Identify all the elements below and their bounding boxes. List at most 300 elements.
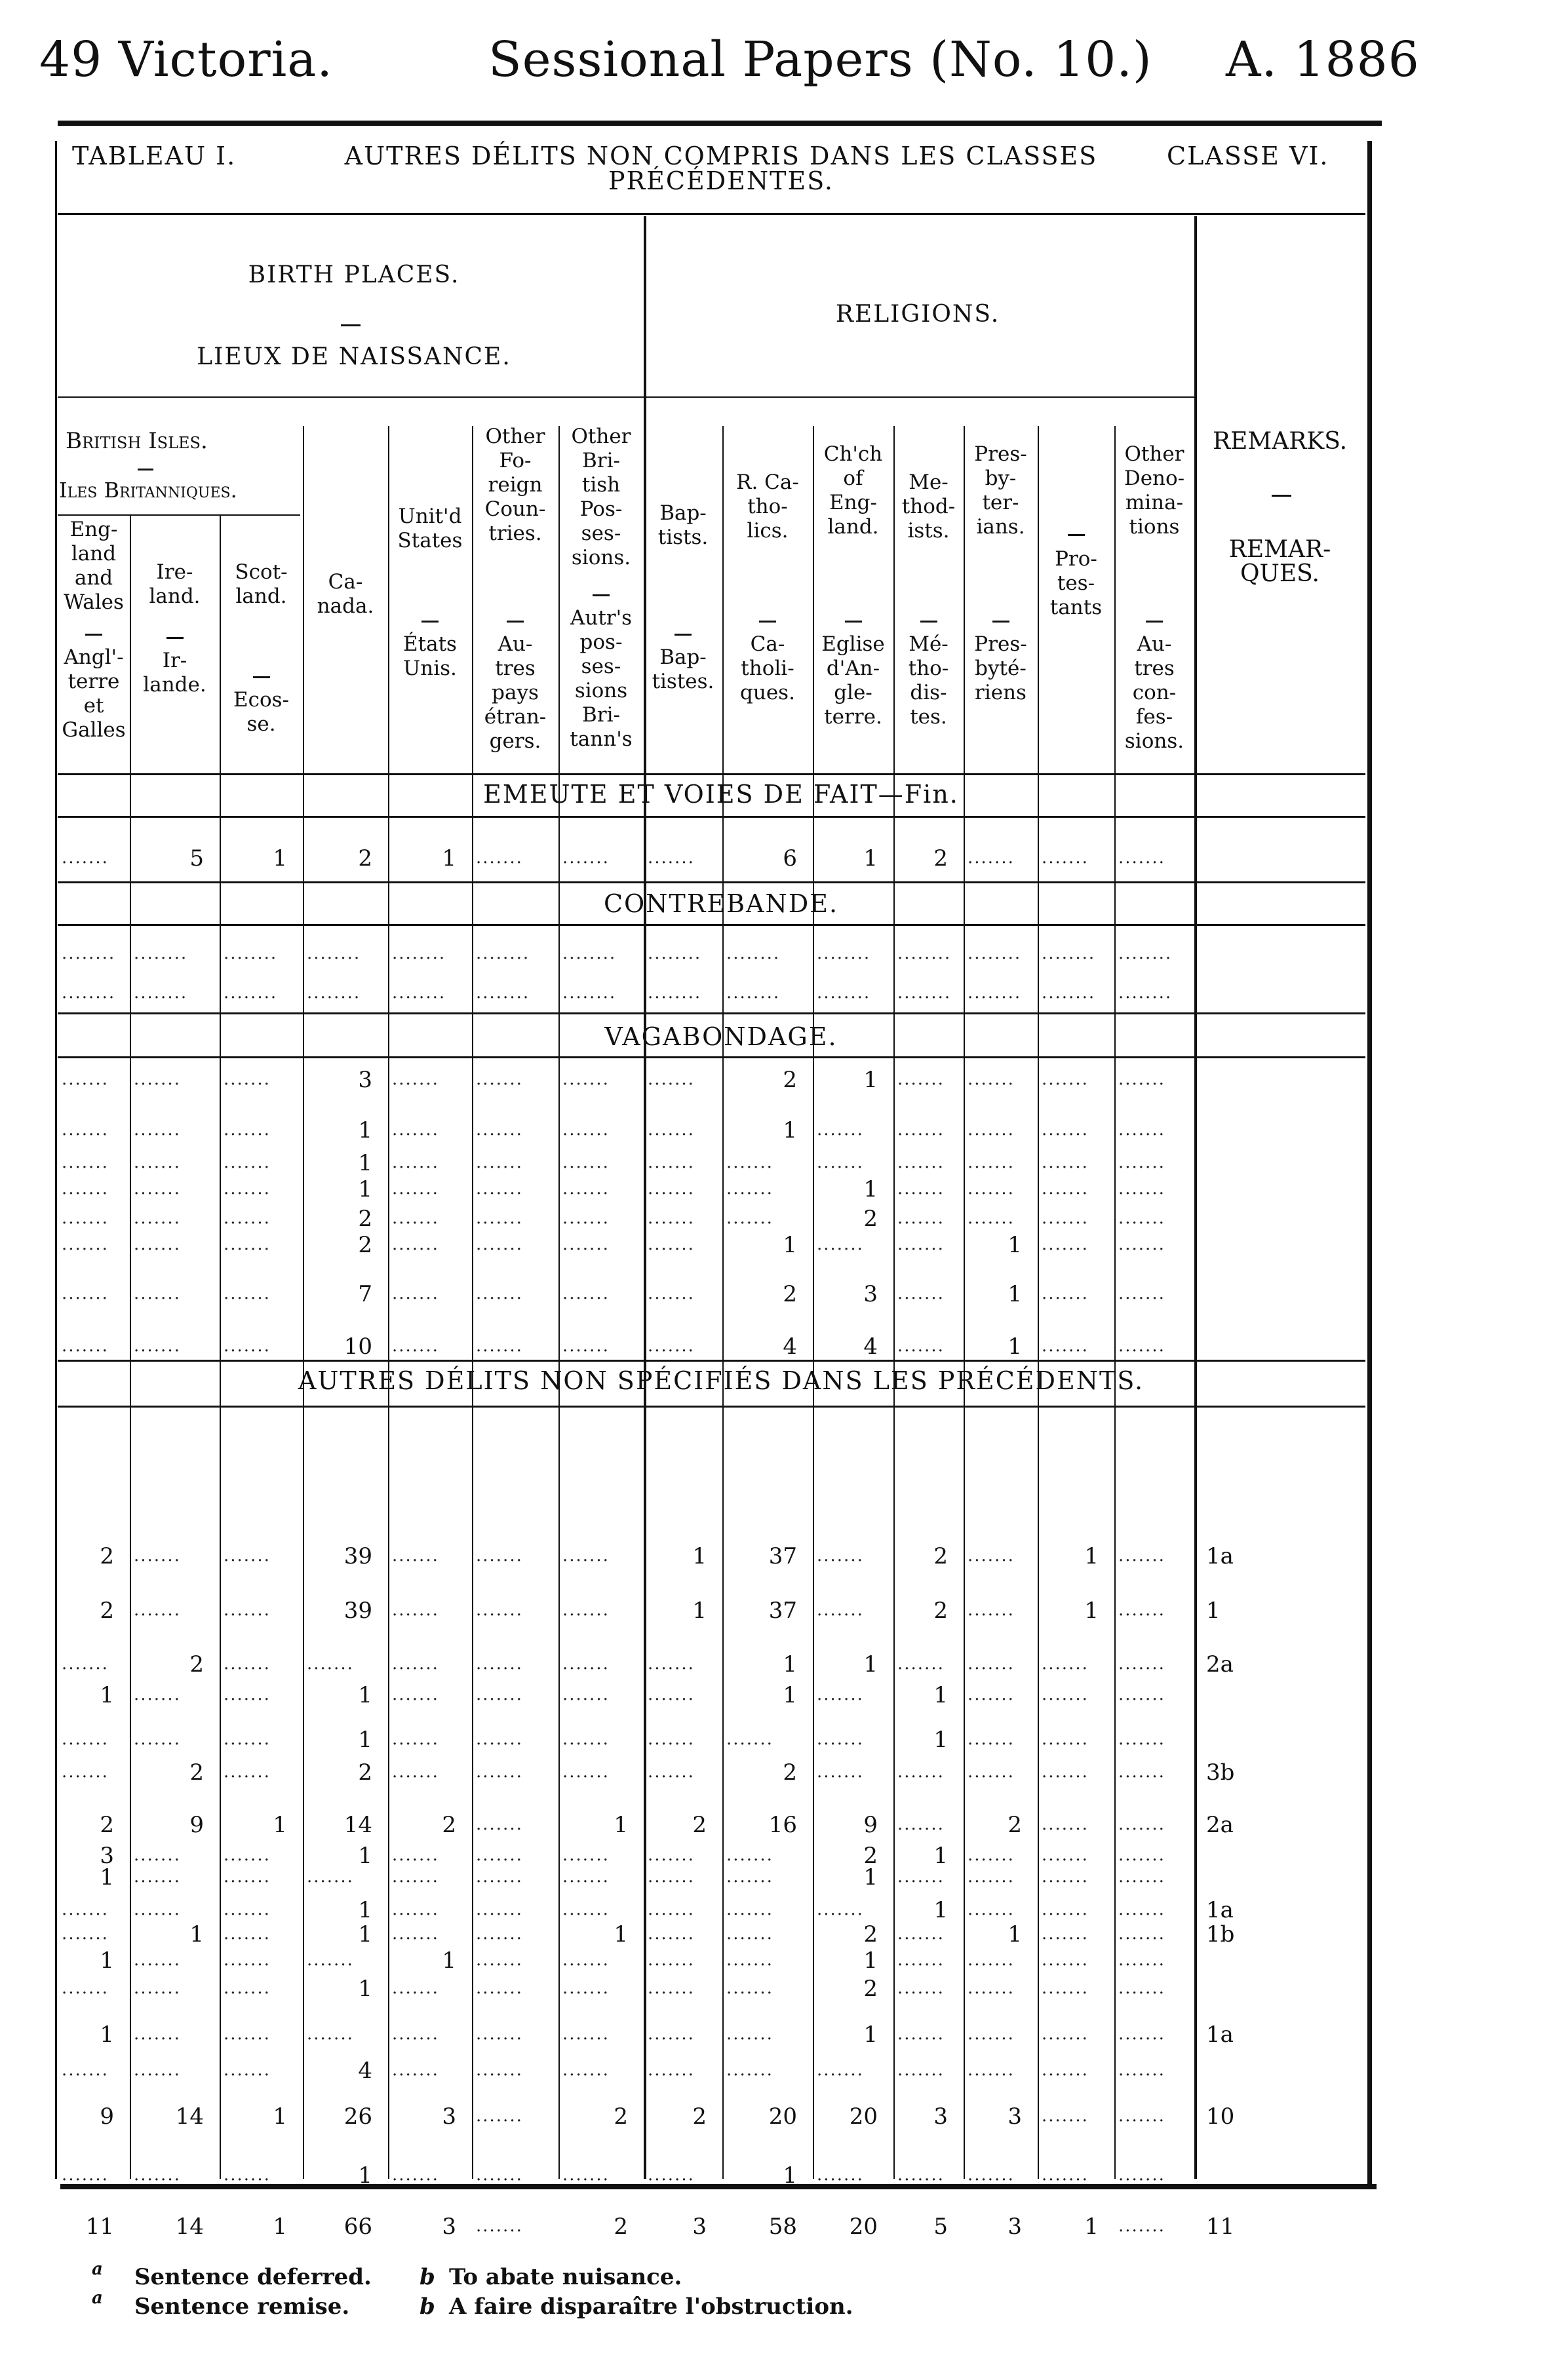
empty-cell-leader: ....... [562,2165,610,2185]
table-cell: 1 [358,1976,372,2002]
empty-cell-leader: ........ [648,983,702,1003]
header-dash [253,676,270,678]
empty-cell-leader: ....... [134,1153,181,1172]
column-header-fr: Au- tres pays étran- gers. [484,632,547,753]
table-cell: 20 [849,2214,878,2240]
column-header-en: Ch'ch of Eng- land. [823,442,883,539]
table-cell: 3 [1007,2103,1022,2130]
empty-cell-leader: ....... [562,1284,610,1303]
empty-cell-leader: ....... [1118,2165,1165,2185]
empty-cell-leader: ....... [968,1153,1015,1172]
empty-cell-leader: ....... [726,1845,773,1865]
empty-cell-leader: ....... [62,1179,109,1199]
empty-cell-leader: ....... [224,1153,271,1172]
table-number: TABLEAU I. [72,142,237,170]
empty-cell-leader: ....... [968,1120,1015,1140]
empty-cell-leader: ....... [648,2165,695,2185]
empty-cell-leader: ....... [562,1685,610,1704]
table-cell: 2 [189,1651,204,1678]
lieux-de-naissance-header: LIEUX DE NAISSANCE. [197,343,511,370]
empty-cell-leader: ....... [648,1762,695,1782]
column-header-fr: Eglise d'An- gle- terre. [821,632,885,729]
table-cell: 20 [849,2103,878,2130]
column-rule [644,216,646,2179]
empty-cell-leader: ....... [62,1284,109,1303]
empty-cell-leader: ....... [134,1235,181,1254]
column-rule [388,426,389,2179]
column-header-fr: Bap- tistes. [652,645,714,693]
empty-cell-leader: ....... [897,2024,945,2044]
table-cell: 1 [863,1176,878,1202]
empty-cell-leader: ....... [476,1284,523,1303]
empty-cell-leader: ....... [1042,1978,1089,1998]
column-header-en: Ca- nada. [317,570,374,618]
table-cell: 2 [692,1812,707,1838]
table-cell: 2 [100,1598,114,1624]
table-cell: 2 [783,1067,797,1093]
table-cell: 1 [358,1921,372,1948]
empty-cell-leader: ....... [1042,1235,1089,1254]
empty-cell-leader: ........ [392,983,446,1003]
table-cell: 1b [1206,1921,1235,1948]
table-title-line1: AUTRES DÉLITS NON COMPRIS DANS LES CLASSES [344,142,1098,170]
empty-cell-leader: ....... [62,1729,109,1749]
empty-cell-leader: ....... [897,1153,945,1172]
empty-cell-leader: ....... [968,1546,1015,1565]
empty-cell-leader: ........ [897,944,952,963]
empty-cell-leader: ....... [897,1654,945,1674]
empty-cell-leader: ....... [224,1600,271,1620]
empty-cell-leader: ....... [1118,1546,1165,1565]
column-header-en: Pro- tes- tants [1049,547,1103,619]
empty-cell-leader: ....... [476,1654,523,1674]
empty-cell-leader: ....... [1118,1069,1165,1089]
group-rule [58,396,1195,398]
empty-cell-leader: ....... [134,1336,181,1356]
empty-cell-leader: ....... [1042,1729,1089,1749]
empty-cell-leader: ....... [224,1546,271,1565]
empty-cell-leader: ....... [817,1762,864,1782]
table-cell: 1 [692,1598,707,1624]
empty-cell-leader: ....... [476,1546,523,1565]
header-dash [992,621,1009,623]
column-header-fr: Autr's pos- ses- sions Bri- tann's [570,606,633,751]
empty-cell-leader: ....... [968,1950,1015,1970]
table-cell: 3 [1007,2214,1022,2240]
empty-cell-leader: ........ [224,983,278,1003]
empty-cell-leader: ....... [817,2165,864,2185]
table-cell: 1 [863,1651,878,1678]
empty-cell-leader: ........ [307,983,361,1003]
empty-cell-leader: ........ [476,944,530,963]
section-rule [58,1012,1365,1014]
footnote-a-fr: Sentence remise. [134,2294,350,2320]
section-rule [58,1056,1365,1058]
empty-cell-leader: ....... [726,1208,773,1228]
empty-cell-leader: ....... [392,2024,439,2044]
footnote-b-mark: b [420,2264,435,2290]
empty-cell-leader: ....... [562,1336,610,1356]
section-rule [58,1406,1365,1408]
table-cell: 1 [1084,2214,1099,2240]
empty-cell-leader: ........ [476,983,530,1003]
header-dash [1272,495,1291,497]
empty-cell-leader: ....... [1118,1978,1165,1998]
table-cell: 1 [863,2022,878,2048]
empty-cell-leader: ....... [1042,848,1089,868]
column-header-en: Me- thod- ists. [901,470,956,543]
empty-cell-leader: ....... [648,2060,695,2080]
empty-cell-leader: ....... [726,1978,773,1998]
empty-cell-leader: ....... [897,1924,945,1944]
empty-cell-leader: ....... [1118,1900,1165,1919]
empty-cell-leader: ....... [1042,2060,1089,2080]
empty-cell-leader: ....... [968,1069,1015,1089]
empty-cell-leader: ....... [968,1208,1015,1228]
column-header-en: Ire- land. [149,560,201,608]
empty-cell-leader: ....... [392,1867,439,1887]
empty-cell-leader: ....... [648,1336,695,1356]
empty-cell-leader: ....... [1118,1153,1165,1172]
empty-cell-leader: ....... [224,2060,271,2080]
empty-cell-leader: ....... [897,1179,945,1199]
empty-cell-leader: ....... [1118,1208,1165,1228]
empty-cell-leader: ....... [392,1654,439,1674]
table-cell: 26 [343,2103,372,2130]
table-cell: 1 [933,1843,948,1869]
table-cell: 11 [85,2214,114,2240]
header-dash [341,324,361,326]
empty-cell-leader: ....... [817,2060,864,2080]
header-dash [166,637,184,639]
empty-cell-leader: ....... [392,1284,439,1303]
empty-cell-leader: ....... [648,1284,695,1303]
empty-cell-leader: ....... [224,1069,271,1089]
column-header-en: R. Ca- tho- lics. [736,470,799,543]
empty-cell-leader: ....... [1042,1867,1089,1887]
empty-cell-leader: ....... [648,1208,695,1228]
empty-cell-leader: ....... [562,1208,610,1228]
empty-cell-leader: ....... [562,1900,610,1919]
empty-cell-leader: ....... [1118,1235,1165,1254]
empty-cell-leader: ....... [476,1729,523,1749]
table-cell: 2 [863,1206,878,1232]
empty-cell-leader: ....... [897,1978,945,1998]
empty-cell-leader: ....... [648,1978,695,1998]
empty-cell-leader: ....... [62,1208,109,1228]
column-header-en: Other Deno- mina- tions [1124,442,1185,539]
empty-cell-leader: ....... [224,1336,271,1356]
table-cell: 1 [933,1682,948,1708]
empty-cell-leader: ........ [726,944,781,963]
table-cell: 2 [863,1976,878,2002]
table-cell: 20 [768,2103,797,2130]
empty-cell-leader: ....... [897,2060,945,2080]
empty-cell-leader: ....... [1118,1179,1165,1199]
empty-cell-leader: ....... [62,1120,109,1140]
section-autres: AUTRES DÉLITS NON SPÉCIFIÉS DANS LES PRÉCÉDENTS. [298,1366,1144,1395]
table-cell: 2 [933,845,948,872]
empty-cell-leader: ........ [562,983,617,1003]
empty-cell-leader: ....... [1118,1867,1165,1887]
empty-cell-leader: ....... [476,1814,523,1834]
table-cell: 1 [783,1682,797,1708]
table-cell: 37 [768,1598,797,1624]
empty-cell-leader: ....... [1118,1120,1165,1140]
empty-cell-leader: ....... [134,1685,181,1704]
empty-cell-leader: ....... [392,2165,439,2185]
table-cell: 1a [1206,1897,1234,1923]
empty-cell-leader: ....... [1042,2165,1089,2185]
empty-cell-leader: ....... [968,2165,1015,2185]
table-title-line2: PRÉCÉDENTES. [608,166,834,195]
column-rule [220,514,221,2179]
footnote-b-en: To abate nuisance. [449,2264,682,2290]
empty-cell-leader: ....... [1042,1179,1089,1199]
table-left-rule [55,141,57,2179]
empty-cell-leader: ....... [476,1924,523,1944]
empty-cell-leader: ........ [224,944,278,963]
table-cell: 1 [273,2214,287,2240]
empty-cell-leader: ....... [897,2165,945,2185]
table-cell: 2 [933,1598,948,1624]
empty-cell-leader: ....... [476,848,523,868]
section-rule [58,1360,1365,1362]
empty-cell-leader: ....... [1118,1336,1165,1356]
empty-cell-leader: ....... [62,1924,109,1944]
section-contrebande: CONTREBANDE. [603,889,839,918]
empty-cell-leader: ....... [224,1208,271,1228]
table-cell: 1 [1084,1598,1099,1624]
table-cell: 4 [783,1334,797,1360]
table-cell: 1 [100,1948,114,1974]
empty-cell-leader: ....... [476,1978,523,1998]
birth-places-header: BIRTH PLACES. [248,261,460,288]
empty-cell-leader: ....... [1118,1654,1165,1674]
empty-cell-leader: ....... [968,1845,1015,1865]
footnote-a-mark: a [92,2288,103,2308]
table-cell: 3 [442,2214,456,2240]
empty-cell-leader: ....... [62,1762,109,1782]
table-cell: 1 [933,1897,948,1923]
column-header-fr: REMAR- QUES. [1228,536,1331,587]
table-cell: 2 [358,1759,372,1786]
empty-cell-leader: ....... [134,1867,181,1887]
empty-cell-leader: ....... [648,1867,695,1887]
empty-cell-leader: ....... [134,1950,181,1970]
empty-cell-leader: ....... [648,1069,695,1089]
header-dash [759,621,776,623]
table-cell: 1 [783,1232,797,1258]
footnote-b-fr: A faire disparaître l'obstruction. [449,2294,853,2320]
empty-cell-leader: ....... [1042,2106,1089,2126]
empty-cell-leader: ....... [392,1924,439,1944]
empty-cell-leader: ....... [897,1208,945,1228]
empty-cell-leader: ....... [726,1153,773,1172]
section-rule [58,924,1365,926]
empty-cell-leader: ....... [62,1153,109,1172]
table-cell: 1 [358,1897,372,1923]
empty-cell-leader: ....... [1118,1600,1165,1620]
empty-cell-leader: ....... [62,1235,109,1254]
table-cell: 1 [358,1843,372,1869]
table-cell: 1 [863,1948,878,1974]
empty-cell-leader: ....... [134,1069,181,1089]
header-dash [920,621,937,623]
empty-cell-leader: ....... [392,1336,439,1356]
empty-cell-leader: ....... [62,1069,109,1089]
empty-cell-leader: ....... [392,1208,439,1228]
table-cell: 1 [358,2162,372,2189]
empty-cell-leader: ....... [1042,2024,1089,2044]
empty-cell-leader: ........ [648,944,702,963]
empty-cell-leader: ....... [968,1600,1015,1620]
empty-cell-leader: ....... [1042,1208,1089,1228]
empty-cell-leader: ....... [726,1867,773,1887]
table-cell: 2 [358,1206,372,1232]
column-header-en: Other Bri- tish Pos- ses- sions. [571,425,631,569]
table-cell: 2 [863,1921,878,1948]
empty-cell-leader: ....... [476,1845,523,1865]
header-dash [421,621,439,623]
empty-cell-leader: ....... [392,1153,439,1172]
empty-cell-leader: ....... [476,1950,523,1970]
empty-cell-leader: ....... [1118,2216,1165,2236]
empty-cell-leader: ....... [62,1900,109,1919]
column-header-en: Pres- by- ter- ians. [974,442,1027,539]
table-cell: 1 [442,1948,456,1974]
empty-cell-leader: ....... [726,1900,773,1919]
empty-cell-leader: ....... [562,1978,610,1998]
empty-cell-leader: ....... [1042,1336,1089,1356]
table-cell: 1a [1206,1543,1234,1569]
empty-cell-leader: ........ [1118,944,1173,963]
table-cell: 4 [358,2058,372,2084]
table-cell: 3 [442,2103,456,2130]
empty-cell-leader: ....... [562,1654,610,1674]
empty-cell-leader: ....... [562,1546,610,1565]
empty-cell-leader: ....... [968,1867,1015,1887]
running-head-right: A. 1886 [1226,31,1420,88]
empty-cell-leader: ....... [1042,1900,1089,1919]
empty-cell-leader: ....... [897,1235,945,1254]
empty-cell-leader: ....... [224,1900,271,1919]
empty-cell-leader: ....... [476,2060,523,2080]
table-cell: 9 [100,2103,114,2130]
table-cell: 1 [100,1682,114,1708]
column-header-fr: Pres- byté- riens [974,632,1027,704]
empty-cell-leader: ....... [562,2024,610,2044]
column-header-fr: Angl'- terre et Galles [62,645,126,742]
table-cell: 1 [1007,1281,1022,1307]
empty-cell-leader: ....... [1118,2060,1165,2080]
empty-cell-leader: ....... [562,1153,610,1172]
empty-cell-leader: ....... [648,1924,695,1944]
empty-cell-leader: ....... [726,1729,773,1749]
empty-cell-leader: ....... [224,1685,271,1704]
empty-cell-leader: ....... [224,1762,271,1782]
table-cell: 1 [358,1682,372,1708]
empty-cell-leader: ....... [817,1235,864,1254]
empty-cell-leader: ....... [134,1900,181,1919]
empty-cell-leader: ....... [968,1978,1015,1998]
empty-cell-leader: ....... [562,1762,610,1782]
empty-cell-leader: ....... [476,2106,523,2126]
empty-cell-leader: ....... [476,1235,523,1254]
empty-cell-leader: ....... [1118,1284,1165,1303]
empty-cell-leader: ....... [1042,1120,1089,1140]
table-cell: 1 [442,845,456,872]
table-cell: 1 [863,1864,878,1891]
empty-cell-leader: ........ [817,944,871,963]
table-cell: 3 [863,1281,878,1307]
header-dash [85,634,102,636]
running-head-left: 49 Victoria. [39,31,333,88]
table-cell: 1 [1007,1921,1022,1948]
empty-cell-leader: ....... [224,1235,271,1254]
empty-cell-leader: ....... [134,2024,181,2044]
column-header-en: Other Fo- reign Coun- tries. [484,425,546,545]
table-right-rule [1367,141,1372,2189]
empty-cell-leader: ....... [648,1685,695,1704]
empty-cell-leader: ........ [392,944,446,963]
header-dash [138,469,153,470]
empty-cell-leader: ....... [134,1600,181,1620]
empty-cell-leader: ....... [648,1120,695,1140]
empty-cell-leader: ....... [1118,2024,1165,2044]
empty-cell-leader: ........ [817,983,871,1003]
table-cell: 2 [614,2214,628,2240]
empty-cell-leader: ....... [392,1069,439,1089]
table-cell: 3 [358,1067,372,1093]
empty-cell-leader: ....... [968,1729,1015,1749]
empty-cell-leader: ....... [968,1900,1015,1919]
empty-cell-leader: ....... [968,1654,1015,1674]
table-cell: 1 [863,845,878,872]
iles-britanniques-header: Iles Britanniques. [59,478,237,503]
footnote-a-mark: a [92,2259,103,2279]
empty-cell-leader: ....... [1042,1814,1089,1834]
table-cell: 1 [1007,1334,1022,1360]
empty-cell-leader: ....... [62,1336,109,1356]
empty-cell-leader: ....... [968,2024,1015,2044]
empty-cell-leader: ....... [1118,1729,1165,1749]
empty-cell-leader: ....... [562,1600,610,1620]
empty-cell-leader: ....... [648,1900,695,1919]
empty-cell-leader: ....... [134,1845,181,1865]
table-cell: 7 [358,1281,372,1307]
empty-cell-leader: ....... [307,1867,354,1887]
empty-cell-leader: ....... [562,1235,610,1254]
empty-cell-leader: ....... [897,1950,945,1970]
empty-cell-leader: ....... [648,2024,695,2044]
footnote-b-mark: b [420,2294,435,2320]
empty-cell-leader: ....... [648,1950,695,1970]
table-cell: 58 [768,2214,797,2240]
empty-cell-leader: ....... [1042,1654,1089,1674]
empty-cell-leader: ....... [307,1950,354,1970]
empty-cell-leader: ....... [62,1978,109,1998]
empty-cell-leader: ....... [817,1900,864,1919]
empty-cell-leader: ....... [648,1845,695,1865]
empty-cell-leader: ....... [648,1153,695,1172]
empty-cell-leader: ....... [224,1179,271,1199]
table-cell: 2 [933,1543,948,1569]
empty-cell-leader: ....... [1042,1153,1089,1172]
empty-cell-leader: ....... [224,1950,271,1970]
empty-cell-leader: ....... [1118,1762,1165,1782]
empty-cell-leader: ....... [648,848,695,868]
